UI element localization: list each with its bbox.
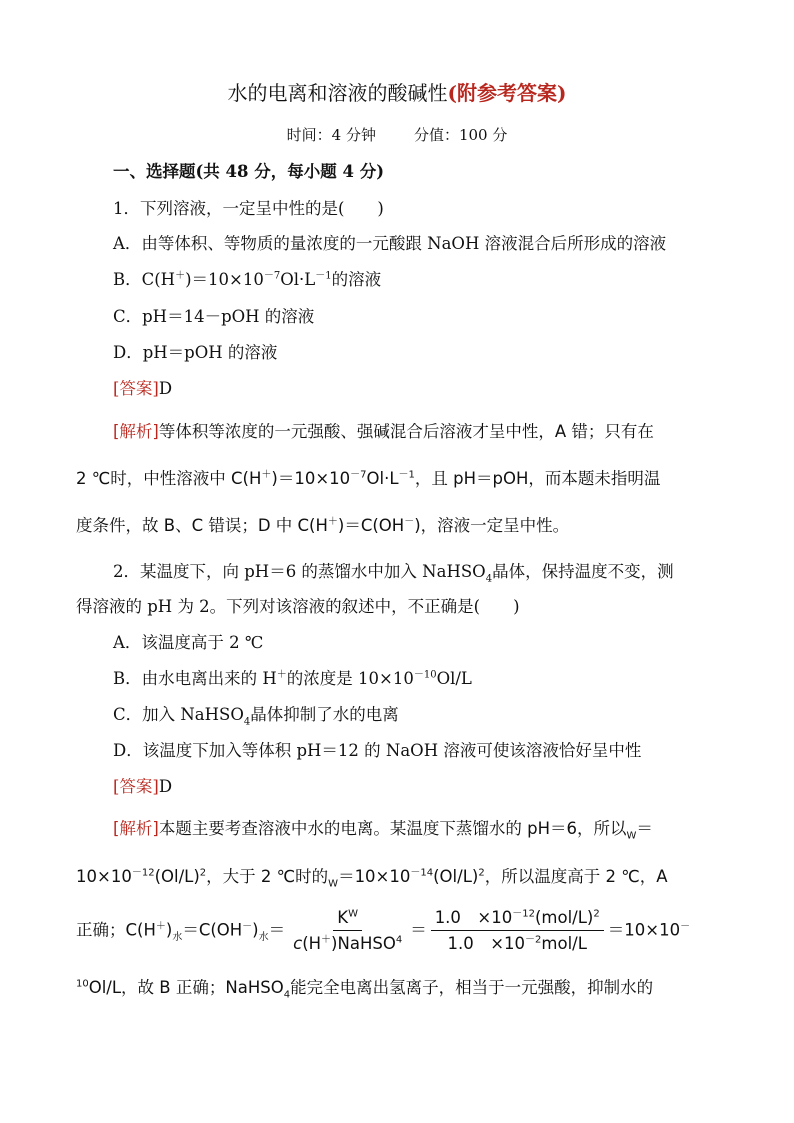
section-heading: 一、选择题(共 48 分，每小题 4 分) xyxy=(113,162,385,181)
q2-option-a: A．该温度高于 2 ℃ xyxy=(113,633,264,652)
q2-analysis-line-3: 正确；$C(H^+)_水=C(OH^-)_水=$ $\frac{K^W}{c(H^+)NaHSO^4}$ ＝ $\frac{1.0 \times 10^{-12}(mol/L)^2}{1.0 \times 10^{-2}mol/L}$ ＝10×10－ xyxy=(76,908,691,953)
answer-tag: [答案] xyxy=(113,379,159,398)
q1-analysis-line-3: 度条件，故 B、C 错误；D 中 C(H＋)＝C(OH－)，溶液一定呈中性。 xyxy=(76,516,570,535)
q1-analysis-line-1: [解析]等体积等浓度的一元强酸、强碱混合后溶液才呈中性，A 错；只有在 xyxy=(113,422,654,441)
q1-stem: 1．下列溶液，一定呈中性的是( ) xyxy=(113,199,384,218)
q2-analysis-line-1: [解析]本题主要考查溶液中水的电离。某温度下蒸馏水的 pH＝6，所以$_W$＝ xyxy=(113,819,653,842)
total-score: 分值：100 分 xyxy=(413,126,508,144)
q1-analysis-line-2: 2 ℃时，中性溶液中 $C(H^+)=10\times 10^{-7}Ol\cdot L^{-1}$，且 pH＝pOH，而本题未指明温 xyxy=(76,469,661,488)
answer-tag: [答案] xyxy=(113,777,159,796)
q2-answer: [答案]D xyxy=(113,777,173,796)
fraction-values: $\frac{1.0 \times 10^{-12}(mol/L)^2}{1.0 \times 10^{-2}mol/L}$ xyxy=(431,908,604,954)
fraction-kw: $\frac{K^W}{c(H^+)NaHSO^4}$ xyxy=(293,908,403,953)
q2-analysis-line-4: $^{10}$Ol/L，故 B 正确；NaHSO$_4$能完全电离出氢离子，相当于一元强酸，抑制水的 xyxy=(76,978,654,1001)
q2-option-b: B．由水电离出来的 H＋的浓度是 $10\times 10^{-10}Ol/L$ xyxy=(113,669,472,688)
q1-option-d: D．pH＝pOH 的溶液 xyxy=(113,343,278,362)
q2-stem-line-1: 2．某温度下，向 pH＝6 的蒸馏水中加入 NaHSO$_4$晶体，保持温度不变，测 xyxy=(113,562,674,585)
q1-option-a: A．由等体积、等物质的量浓度的一元酸跟 NaOH 溶液混合后所形成的溶液 xyxy=(113,234,667,253)
title-suffix: (附参考答案) xyxy=(447,81,567,105)
exam-meta xyxy=(0,124,794,146)
page-title xyxy=(0,80,794,106)
q1-option-c: C．pH＝14－pOH 的溶液 xyxy=(113,307,315,326)
q2-stem-line-2: 得溶液的 pH 为 2。下列对该溶液的叙述中，不正确是( ) xyxy=(76,597,520,616)
analysis-tag: [解析] xyxy=(113,422,159,441)
q1-answer: [答案]D xyxy=(113,379,173,398)
analysis-tag: [解析] xyxy=(113,819,159,838)
q2-option-c: C．加入 NaHSO$_4$晶体抑制了水的电离 xyxy=(113,705,399,728)
q2-analysis-line-2: $10\times 10^{-12}(Ol/L)^2$，大于 2 ℃时的$_W=10\times 10^{-14}(Ol/L)^2$，所以温度高于 2 ℃，A xyxy=(76,867,668,890)
q1-option-b: B．$C(H^+)=10\times 10^{-7}Ol\cdot L^{-1}$的溶液 xyxy=(113,270,382,289)
title-main: 水的电离和溶液的酸碱性 xyxy=(227,81,448,105)
q2-option-d: D．该温度下加入等体积 pH＝12 的 NaOH 溶液可使该溶液恰好呈中性 xyxy=(113,741,642,760)
time-limit: 时间：4 分钟 xyxy=(286,126,376,144)
